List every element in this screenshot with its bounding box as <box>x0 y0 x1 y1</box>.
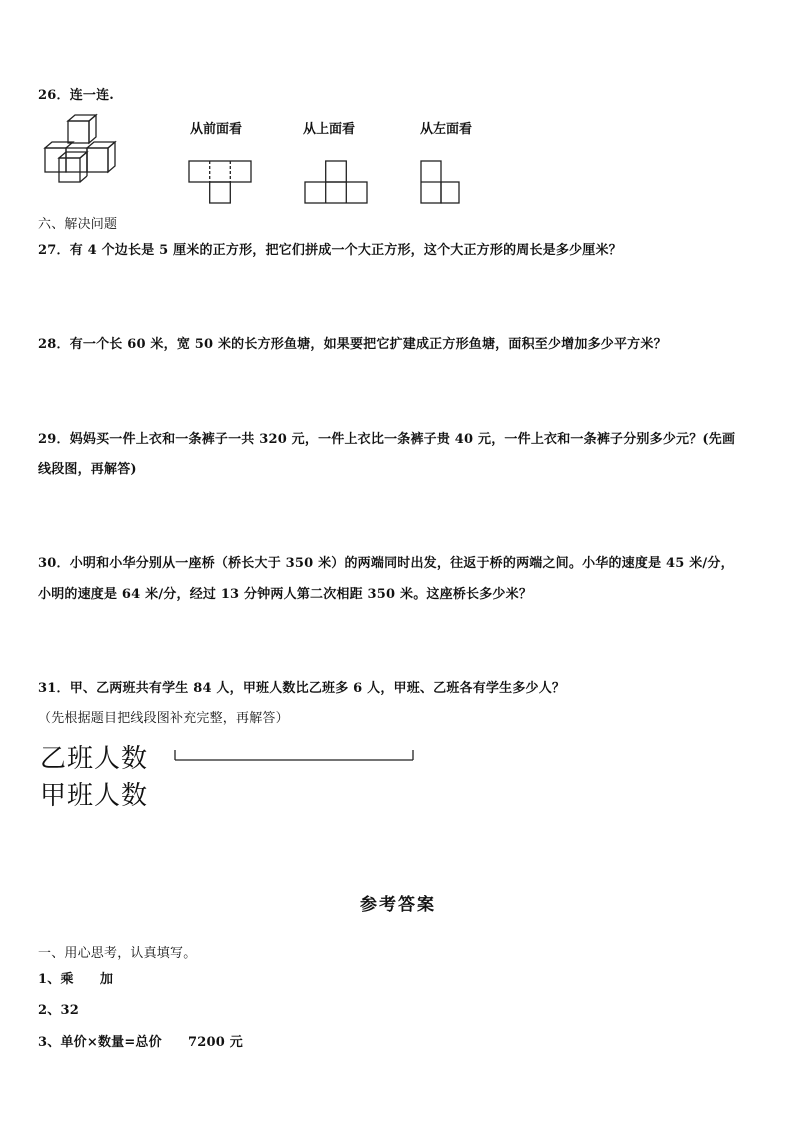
question-29-line1: 29．妈妈买一件上衣和一条裤子一共 320 元，一件上衣比一条裤子贵 40 元，一件上衣和一条裤子分别多少元？(先画 <box>38 432 736 447</box>
answer-2: 2、32 <box>38 1003 79 1018</box>
view-label-front: 从前面看 <box>190 122 243 137</box>
answer-1-second: 加 <box>100 972 114 987</box>
question-28: 28．有一个长 60 米，宽 50 米的长方形鱼塘，如果要把它扩建成正方形鱼塘，面积至少增加多少平方米？ <box>38 337 667 352</box>
answer-3-second: 7200 元 <box>188 1035 243 1050</box>
section-6-heading: 六、解决问题 <box>38 217 118 232</box>
top-view-shape <box>304 160 374 205</box>
question-30-line1: 30．小明和小华分别从一座桥（桥长大于 350 米）的两端同时出发，往返于桥的两端之间。小华的速度是 45 米/分， <box>38 556 734 571</box>
answers-section-1: 一、用心思考，认真填写。 <box>38 946 197 961</box>
question-30-line2: 小明的速度是 64 米/分，经过 13 分钟两人第二次相距 350 米。这座桥长多少米？ <box>38 587 533 602</box>
class-b-label: 乙班人数 <box>40 744 149 774</box>
answer-1: 1、乘 <box>38 972 74 987</box>
answer-3: 3、单价×数量=总价 <box>38 1035 162 1050</box>
view-label-top: 从上面看 <box>303 122 356 137</box>
front-view-shape <box>188 160 258 205</box>
cube-figure <box>40 115 140 185</box>
segment-line <box>174 748 424 768</box>
class-a-label: 甲班人数 <box>40 781 149 811</box>
question-31-line2: （先根据题目把线段图补充完整，再解答） <box>38 711 289 726</box>
question-29-line2: 线段图，再解答) <box>38 462 137 477</box>
left-view-shape <box>420 160 470 205</box>
answers-title: 参考答案 <box>360 895 436 915</box>
question-27: 27．有 4 个边长是 5 厘米的正方形，把它们拼成一个大正方形，这个大正方形的周长是多少厘米？ <box>38 243 622 258</box>
question-31-line1: 31．甲、乙两班共有学生 84 人，甲班人数比乙班多 6 人，甲班、乙班各有学生多少人？ <box>38 681 566 696</box>
view-label-left: 从左面看 <box>420 122 473 137</box>
question-26: 26．连一连. <box>38 88 115 103</box>
